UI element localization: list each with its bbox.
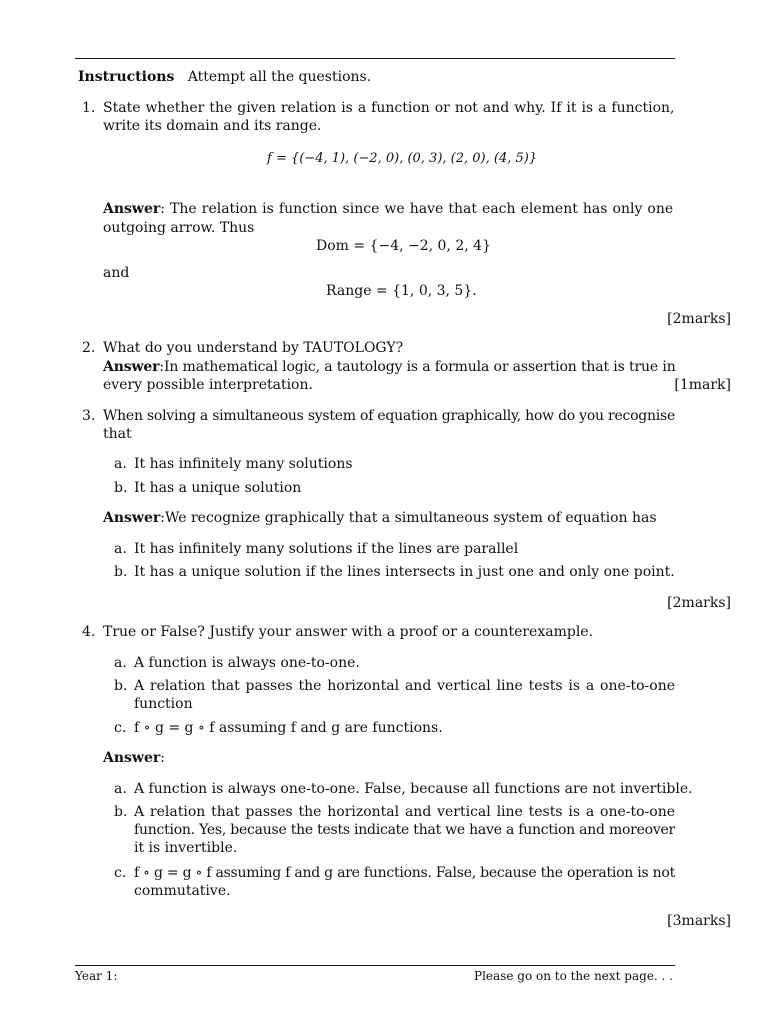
q4-number: 4. <box>82 624 96 640</box>
q1-answer-line1 <box>103 200 673 218</box>
q4-item-c-label: c. <box>114 720 127 736</box>
footer-rule <box>75 965 675 966</box>
q3-item-a-label: a. <box>114 456 127 472</box>
q4-item-a-label: a. <box>114 655 127 671</box>
q3-number: 3. <box>82 408 96 424</box>
q4-answer-label: Answer <box>103 750 161 766</box>
q1-answer-line2: outgoing arrow. Thus <box>103 220 255 236</box>
top-rule <box>75 58 675 59</box>
q1-range: Range = {1, 0, 3, 5}. <box>326 283 477 299</box>
q1-and: and <box>103 265 130 281</box>
q3-line1: When solving a simultaneous system of equation graphically, how do you recognise <box>103 408 675 424</box>
q3-answer-line <box>103 509 657 527</box>
q1-line2: write its domain and its range. <box>103 118 322 134</box>
q3-line2: that <box>103 426 132 442</box>
q2-number: 2. <box>82 340 96 356</box>
q4-answer-b-line2: function. Yes, because the tests indicate that we have a function and moreover <box>134 822 675 838</box>
q4-item-b-label: b. <box>114 678 128 694</box>
q3-item-a-text: It has infinitely many solutions <box>134 456 353 472</box>
q3-marks: [2marks] <box>667 595 731 611</box>
q4-answer-b-line1: A relation that passes the horizontal and vertical line tests is a one-to-one <box>134 804 675 820</box>
footer-right: Please go on to the next page. . . <box>474 969 673 983</box>
q1-answer-text: : The relation is function since we have that each element has only one <box>160 201 674 217</box>
q2-answer-label: Answer <box>103 359 160 375</box>
q4-answer-c-label: c. <box>114 865 127 881</box>
instructions-text: Attempt all the questions. <box>187 69 372 85</box>
q4-answer-a-label: a. <box>114 781 127 797</box>
instructions-label: Instructions <box>78 69 175 85</box>
q3-answer-b-label: b. <box>114 564 128 580</box>
q1-dom: Dom = {−4, −2, 0, 2, 4} <box>316 238 491 254</box>
q4-answer-a-text: A function is always one-to-one. False, because all functions are not invertible. <box>134 781 693 797</box>
q4-item-a-text: A function is always one-to-one. <box>134 655 360 671</box>
q4-answer-colon: : <box>160 750 165 766</box>
footer-left: Year 1: <box>75 969 118 983</box>
q1-formula: f = {(−4, 1), (−2, 0), (0, 3), (2, 0), (4, 5)} <box>267 151 538 166</box>
q4-answer-b-line3: it is invertible. <box>134 840 238 856</box>
q4-answer-line <box>103 749 165 767</box>
q3-item-b-label: b. <box>114 480 128 496</box>
q3-answer-text: :We recognize graphically that a simultaneous system of equation has <box>160 510 657 526</box>
q2-answer-text: :In mathematical logic, a tautology is a formula or assertion that is true in <box>159 359 676 375</box>
q1-marks: [2marks] <box>667 311 731 327</box>
q3-answer-label: Answer <box>103 510 161 526</box>
q3-answer-a-text: It has infinitely many solutions if the lines are parallel <box>134 541 519 557</box>
q4-item-b-line2: function <box>134 696 193 712</box>
q4-answer-c-line2: commutative. <box>134 883 231 899</box>
q2-question: What do you understand by TAUTOLOGY? <box>103 340 404 356</box>
q2-answer-line1 <box>103 358 676 376</box>
q4-question: True or False? Justify your answer with a proof or a counterexample. <box>103 624 594 640</box>
q4-item-b-line1: A relation that passes the horizontal and vertical line tests is a one-to-one <box>134 678 675 694</box>
instructions-line <box>78 68 371 86</box>
q2-answer-line2: every possible interpretation. <box>103 377 313 393</box>
q3-answer-a-label: a. <box>114 541 127 557</box>
q2-marks: [1mark] <box>674 377 731 393</box>
q4-item-c-text: f ∘ g = g ∘ f assuming f and g are functions. <box>134 720 443 736</box>
q4-marks: [3marks] <box>667 913 731 929</box>
q1-number: 1. <box>82 100 96 116</box>
q3-item-b-text: It has a unique solution <box>134 480 302 496</box>
q1-answer-label: Answer <box>103 201 161 217</box>
q4-answer-b-label: b. <box>114 804 128 820</box>
q4-answer-c-line1: f ∘ g = g ∘ f assuming f and g are functions. False, because the operation is not <box>134 865 675 881</box>
q1-line1: State whether the given relation is a function or not and why. If it is a function, <box>103 100 675 116</box>
q3-answer-b-text: It has a unique solution if the lines intersects in just one and only one point. <box>134 564 675 580</box>
